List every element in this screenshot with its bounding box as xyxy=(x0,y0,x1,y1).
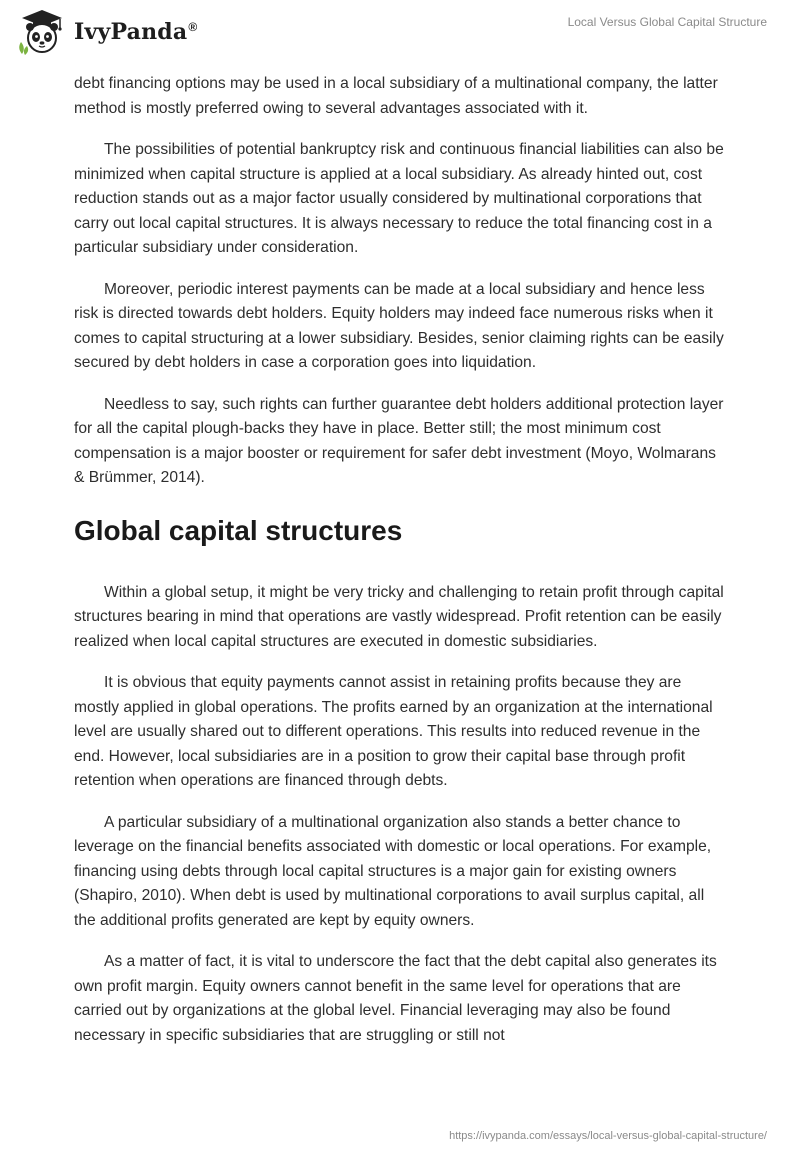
ivypanda-logo[interactable] xyxy=(16,8,197,56)
paragraph: The possibilities of potential bankruptcy risk and continuous financial liabilities can also be minimized when capital structure is applied at a local subsidiary. As already hinted out, cost reduction stands out as a major factor usually considered by multinational corporations that carry out local capital structures. It is always necessary to reduce the total financing cost in a particular subsidiary under consideration. xyxy=(74,141,724,256)
paragraph: As a matter of fact, it is vital to underscore the fact that the debt capital also generates its own profit margin. Equity owners cannot benefit in the same level for operations that are carried out by organizations at the global level. Financial leveraging may also be found necessary in specific subsidiaries that are struggling or still not xyxy=(74,953,717,1044)
paragraph: A particular subsidiary of a multinational organization also stands a better chance to leverage on the financial benefits associated with domestic or local operations. For example, financing using debts through local capital structures is a major gain for existing owners (Shapiro, 2010). When debt is used by multinational corporations to avail surplus capital, all the additional profits generated are kept by equity owners. xyxy=(74,813,712,929)
page-header xyxy=(0,0,800,60)
source-url[interactable]: https://ivypanda.com/essays/local-versus-global-capital-structure/ xyxy=(449,1130,767,1142)
document-title: Local Versus Global Capital Structure xyxy=(567,15,767,29)
brand-name: IvyPanda® xyxy=(74,19,198,45)
paragraph: Within a global setup, it might be very tricky and challenging to retain profit through capital structures bearing in mind that operations are vastly widespread. Profit retention can be easily realized when local capital structures are executed in domestic subsidiaries. xyxy=(74,583,724,650)
section-heading: Global capital structures xyxy=(74,514,403,546)
paragraph-continued: debt financing options may be used in a local subsidiary of a multinational company, the latter method is mostly preferred owing to several advantages associated with it. xyxy=(74,75,718,117)
paragraph: Moreover, periodic interest payments can be made at a local subsidiary and hence less risk is directed towards debt holders. Equity holders may indeed face numerous risks when it comes to capital structuring at a lower subsidiary. Besides, senior claiming rights can be easily secured by debt holders in case a corporation goes into liquidation. xyxy=(74,280,724,371)
paragraph: It is obvious that equity payments cannot assist in retaining profits because they are mostly applied in global operations. The profits earned by an organization at the international level are usually shared out to different operations. This results into reduced revenue in the end. However, local subsidiaries are in a position to grow their capital base through profit retention when operations are financed through debts. xyxy=(74,674,713,789)
essay-content xyxy=(74,72,726,1065)
panda-graduate-icon xyxy=(16,8,68,56)
paragraph: Needless to say, such rights can further guarantee debt holders additional protection layer for all the capital plough-backs they have in place. Better still; the most minimum cost compensation is a major booster or requirement for safer debt investment (Moyo, Wolmarans & Brümmer, 2014). xyxy=(74,395,724,486)
